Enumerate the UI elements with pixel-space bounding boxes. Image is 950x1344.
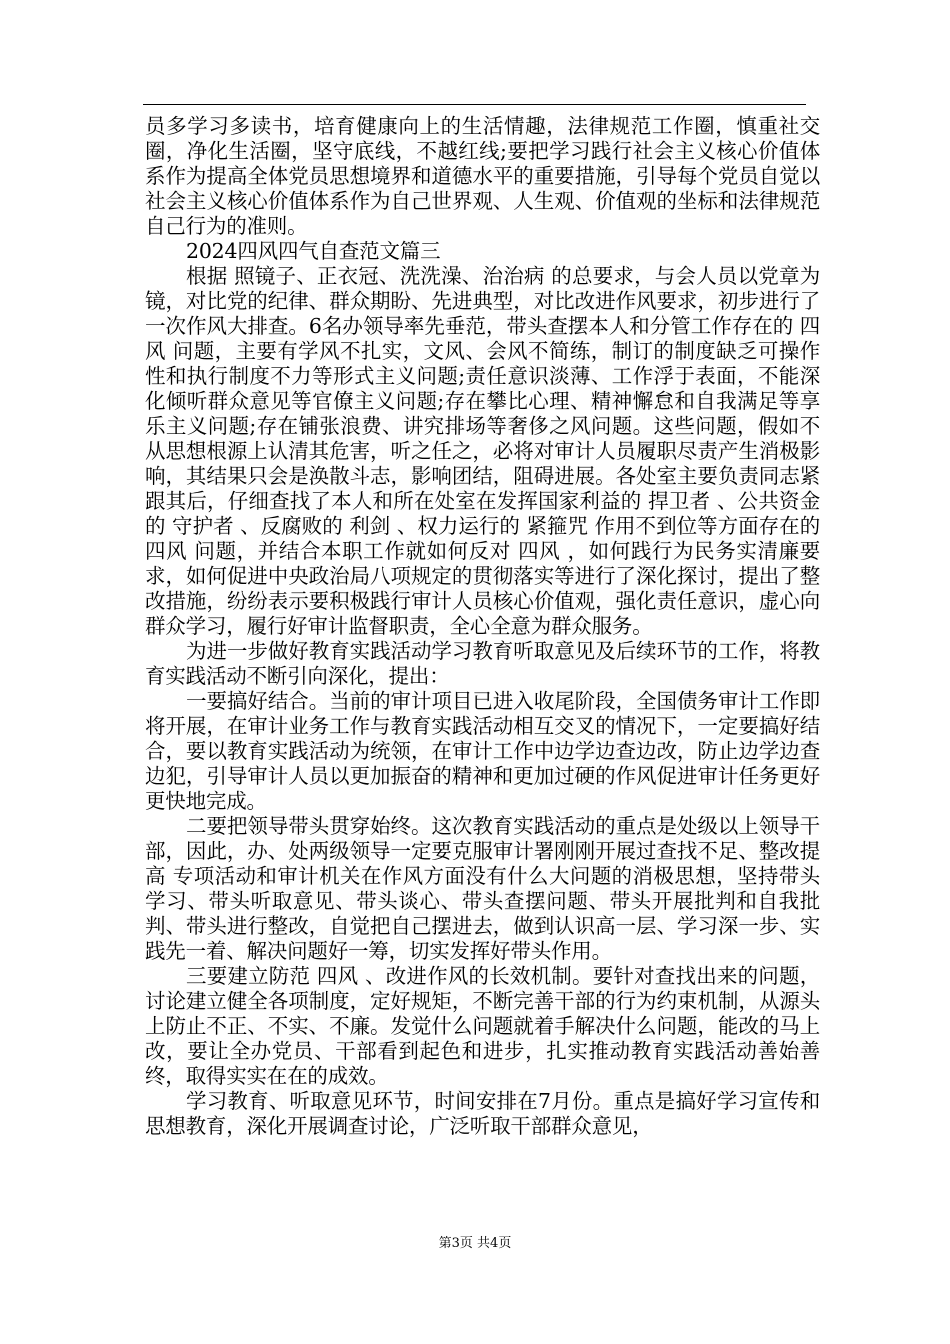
- paragraph: 学习教育、听取意见环节，时间安排在7月份。重点是搞好学习宣传和思想教育，深化开展调查讨论，广泛听取干部群众意见，: [145, 1089, 820, 1138]
- section-heading: 2024四风四气自查范文篇三: [186, 239, 441, 263]
- header-rule: [143, 104, 806, 105]
- paragraph: 三要建立防范 四风 、改进作风的长效机制。要针对查找出来的问题，讨论建立健全各项制度，定好规矩，不断完善干部的行为约束机制，从源头上防止不正、不实、不廉。发觉什么问题就着手解决什么问题，能改的马上改，要让全办党员、干部看到起色和进步，扎实推动教育实践活动善始善终，取得实实在在的成效。: [145, 964, 820, 1088]
- document-body: [145, 114, 820, 1139]
- paragraph-continuation: 员多学习多读书，培育健康向上的生活情趣，法律规范工作圈，慎重社交圈，净化生活圈，坚守底线，不越红线;要把学习践行社会主义核心价值体系作为提高全体党员思想境界和道德水平的重要措施，引导每个党员自觉以社会主义核心价值体系作为自己世界观、人生观、价值观的坐标和法律规范自己行为的准则。: [145, 114, 820, 238]
- paragraph: 一要搞好结合。当前的审计项目已进入收尾阶段，全国债务审计工作即将开展，在审计业务工作与教育实践活动相互交叉的情况下，一定要搞好结合，要以教育实践活动为统领，在审计工作中边学边查边改，防止边学边查边犯，引导审计人员以更加振奋的精神和更加过硬的作风促进审计任务更好更快地完成。: [145, 689, 820, 813]
- paragraph: 二要把领导带头贯穿始终。这次教育实践活动的重点是处级以上领导干部，因此，办、处两级领导一定要克服审计署刚刚开展过查找不足、整改提高 专项活动和审计机关在作风方面没有什么大问题的消极思想，坚持带头学习、带头听取意见、带头谈心、带头查摆问题、带头开展批判和自我批判、带头进行整改，自觉把自己摆进去，做到认识高一层、学习深一步、实践先一着、解决问题好一筹，切实发挥好带头作用。: [145, 814, 820, 963]
- paragraph: 根据 照镜子、正衣冠、洗洗澡、治治病 的总要求，与会人员以党章为镜，对比党的纪律、群众期盼、先进典型，对比改进作风要求，初步进行了一次作风大排查。6名办领导率先垂范，带头查摆本人和分管工作存在的 四风 问题，主要有学风不扎实，文风、会风不简练，制订的制度缺乏可操作性和执行制度不力等形式主义问题;责任意识淡薄、工作浮于表面，不能深化倾听群众意见等官僚主义问题;存在攀比心理、精神懈怠和自我满足等享乐主义问题;存在铺张浪费、讲究排场等奢侈之风问题。这些问题，假如不从思想根源上认清其危害，听之任之，必将对审计人员履职尽责产生消极影响，其结果只会是涣散斗志，影响团结，阻碍进展。各处室主要负责同志紧跟其后，仔细查找了本人和所在处室在发挥国家利益的 捍卫者 、公共资金的 守护者 、反腐败的 利剑 、权力运行的 紧箍咒 作用不到位等方面存在的 四风 问题，并结合本职工作就如何反对 四风 ，如何践行为民务实清廉要求，如何促进中央政治局八项规定的贯彻落实等进行了深化探讨，提出了整改措施，纷纷表示要积极践行审计人员核心价值观，强化责任意识，虚心向群众学习，履行好审计监督职责，全心全意为群众服务。: [145, 264, 820, 638]
- paragraph: 为进一步做好教育实践活动学习教育听取意见及后续环节的工作，将教育实践活动不断引向深化，提出：: [145, 639, 820, 688]
- page-number: 第3页 共4页: [438, 1236, 512, 1251]
